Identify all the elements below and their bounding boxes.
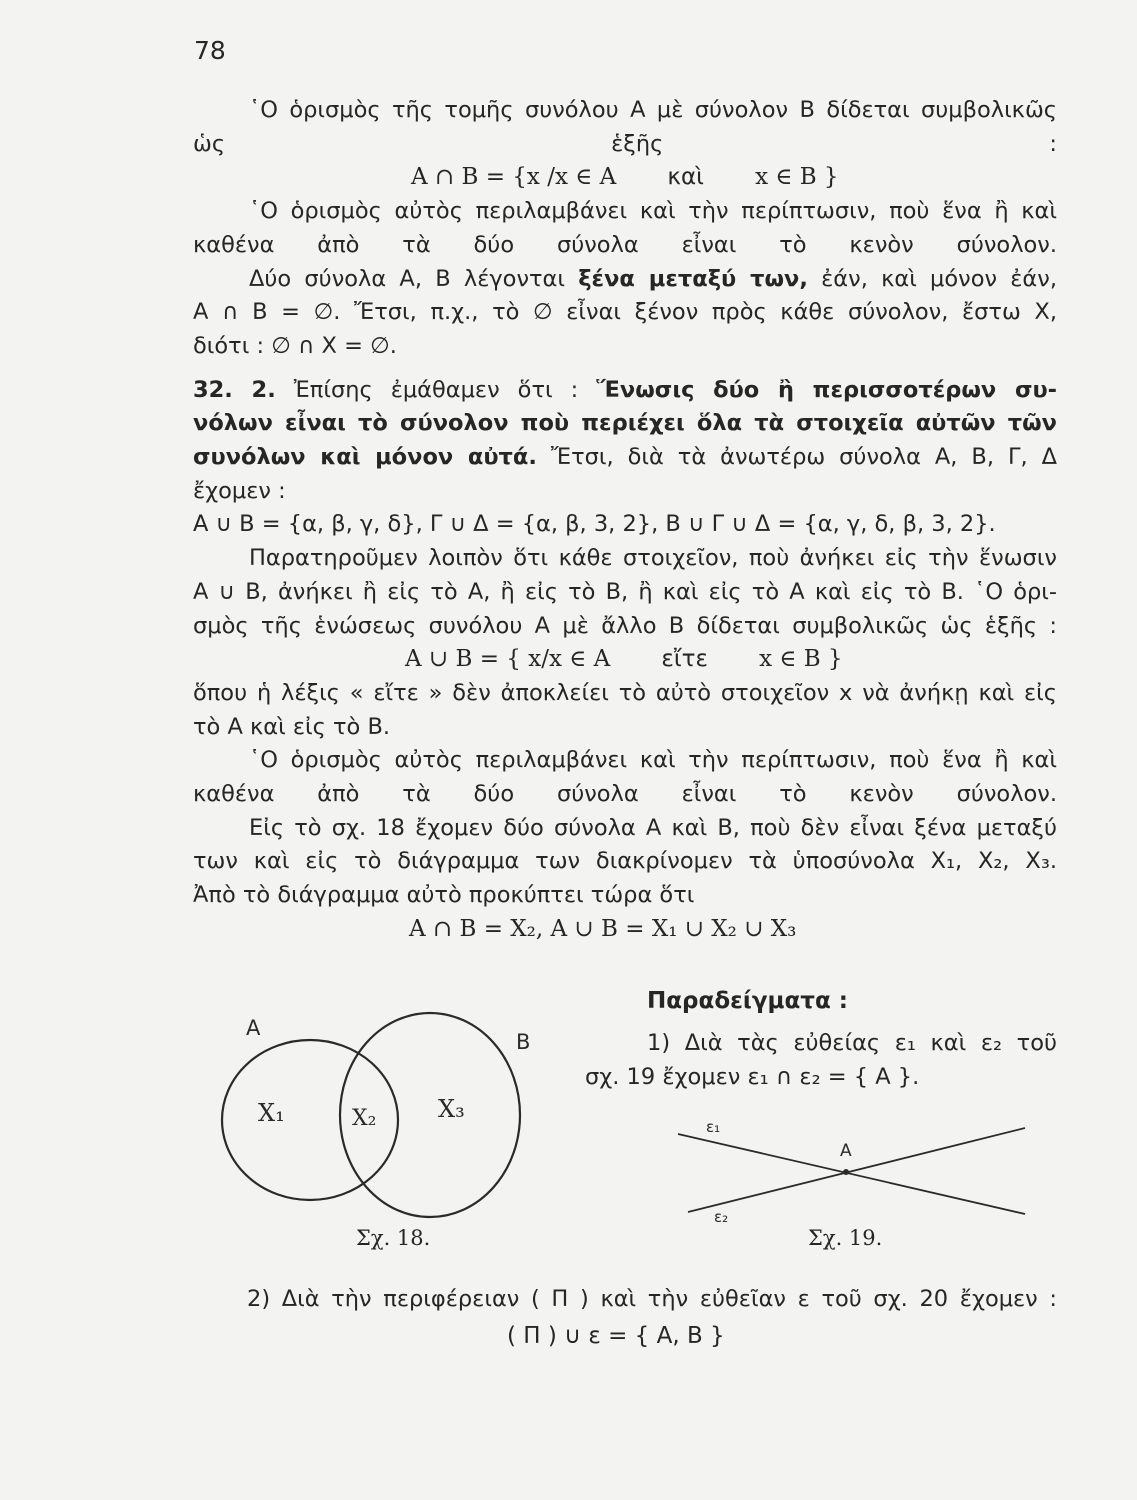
set-a-label: A [246,1016,261,1040]
paragraph-union-empty-case [193,744,1057,811]
paragraph-disjoint-end [193,330,1057,364]
line: ἔχομεν : [193,477,286,504]
paragraph-either [193,677,1057,711]
formula-union-examples: A ∪ B = {α, β, γ, δ}, Γ ∪ Δ = {α, β, 3, 2}, Β ∪ Γ ∪ Δ = {α, γ, δ, β, 3, 2}. [193,511,996,538]
formula-word: καὶ [667,164,704,191]
line-e2 [688,1128,1025,1212]
line: Ἀπὸ τὸ διάγραμμα αὐτὸ προκύπτει τώρα ὅτι [193,882,695,909]
line: τὸ Α καὶ εἰς τὸ Β. [193,713,391,740]
page-number: 78 [194,36,226,65]
intersection-point [843,1169,849,1175]
subset-x3-label: X₃ [438,1095,465,1123]
paragraph-intersection-definition [193,94,1057,161]
bold-term: νόλων εἶναι τὸ σύνολον ποὺ περιέχει ὅλα τὰ στοιχεῖα αὐτῶν τῶν [193,410,1057,437]
paragraph-union [193,374,1057,475]
formula-intersection [193,161,1057,195]
example-2 [247,1283,1057,1317]
line: καθένα ἀπὸ τὰ δύο σύνολα εἶναι τὸ κενὸν σύνολον. [193,781,1057,808]
paragraph-empty-case [193,195,1057,262]
line: σμὸς τῆς ἑνώσεως συνόλου Α μὲ ἄλλο Β δίδεται συμβολικῶς ὡς ἑξῆς : [193,612,1057,639]
line: Ἐπίσης ἐμάθαμεν ὅτι : [293,376,579,403]
paragraph-figure-18-end [193,879,1057,913]
line: των καὶ εἰς τὸ διάγραμμα των διακρίνομεν τὰ ὑποσύνολα X₁, X₂, X₃. [193,848,1057,875]
main-text [193,94,1057,947]
formula-word: εἴτε [661,646,708,673]
figure-18-caption: Σχ. 18. [356,1226,431,1250]
line: ὡς ἑξῆς : [193,130,1057,157]
subset-x2-label: X₂ [352,1106,377,1131]
formula-part: A ∪ B = { x/x ∈ A [405,646,611,673]
line: καθένα ἀπὸ τὰ δύο σύνολα εἶναι τὸ κενὸν σύνολον. [193,231,1057,258]
section-number: 32. 2. [193,376,276,403]
line: Δύο σύνολα Α, Β λέγονται [249,265,566,292]
examples-title: Παραδείγματα : [647,988,848,1014]
line: Ἔτσι, διὰ τὰ ἀνωτέρω σύνολα Α, Β, Γ, Δ [550,444,1057,471]
bold-term: Ἕνωσις δύο ἢ περισσοτέρων συ- [596,376,1058,403]
line: Παρατηροῦμεν λοιπὸν ὅτι κάθε στοιχεῖον, ποὺ ἀνήκει εἰς τὴν ἕνωσιν [249,545,1057,572]
example-1-line: σχ. 19 ἔχομεν ε₁ ∩ ε₂ = { Α }. [585,1064,920,1090]
line-e2-label: ε₂ [714,1208,729,1226]
line: ἐάν, καὶ μόνον ἐάν, [821,265,1057,292]
bold-term: συνόλων καὶ μόνον αὐτά. [193,444,537,471]
formula-figure-18: A ∩ B = X₂, A ∪ B = X₁ ∪ X₂ ∪ X₃ [409,915,797,942]
paragraph-union-end [193,475,1057,509]
point-a-label: A [840,1141,852,1161]
line-e1-label: ε₁ [706,1118,721,1136]
formula-part: A ∩ B = {x /x ∈ A [411,164,617,191]
line: Α ∪ Β, ἀνήκει ἢ εἰς τὸ Α, ἢ εἰς τὸ Β, ἢ καὶ εἰς τὸ Α καὶ εἰς τὸ Β. ῾Ο ὁρι- [193,578,1057,605]
bold-term: ξένα μεταξύ των, [578,265,808,292]
paragraph-either-end [193,711,1057,745]
formula-part: x ∈ B } [759,646,843,673]
line: ῾Ο ὁρισμὸς αὐτὸς περιλαμβάνει καὶ τὴν περίπτωσιν, ποὺ ἕνα ἢ καὶ [249,198,1057,225]
line: διότι : ∅ ∩ Χ = ∅. [193,332,397,359]
lines-diagram-figure-19 [670,1112,1040,1227]
line: Εἰς τὸ σχ. 18 ἔχομεν δύο σύνολα Α καὶ Β, ποὺ δὲν εἶναι ξένα μεταξύ [249,814,1057,841]
line: ὅπου ἡ λέξις « εἴτε » δὲν ἀποκλείει τὸ αὐτὸ στοιχεῖον x νὰ ἀνήκῃ καὶ εἰς [193,679,1057,706]
example-1 [585,1026,1057,1094]
venn-diagram-figure-18 [200,1005,540,1230]
example-2-line: 2) Διὰ τὴν περιφέρειαν ( Π ) καὶ τὴν εὐθεῖαν ε τοῦ σχ. 20 ἔχομεν : [247,1286,1057,1312]
line: ῾Ο ὁρισμὸς τῆς τομῆς συνόλου Α μὲ σύνολον Β δίδεται συμβολικῶς [249,97,1057,123]
example-2-formula: ( Π ) ∪ ε = { Α, Β } [507,1323,725,1349]
paragraph-disjoint [193,263,1057,330]
paragraph-figure-18 [193,812,1057,879]
paragraph-union-observation [193,542,1057,643]
figure-19-caption: Σχ. 19. [808,1226,883,1250]
formula-union [193,643,1057,677]
line: ῾Ο ὁρισμὸς αὐτὸς περιλαμβάνει καὶ τὴν περίπτωσιν, ποὺ ἕνα ἢ καὶ [249,747,1057,774]
set-b-label: B [516,1030,531,1054]
subset-x1-label: X₁ [258,1099,285,1127]
line: Α ∩ Β = ∅. Ἔτσι, π.χ., τὸ ∅ εἶναι ξένον πρὸς κάθε σύνολον, ἔστω Χ, [193,299,1057,326]
example-1-line: 1) Διὰ τὰς εὐθείας ε₁ καὶ ε₂ τοῦ [647,1030,1057,1056]
formula-part: x ∈ B } [755,164,839,191]
